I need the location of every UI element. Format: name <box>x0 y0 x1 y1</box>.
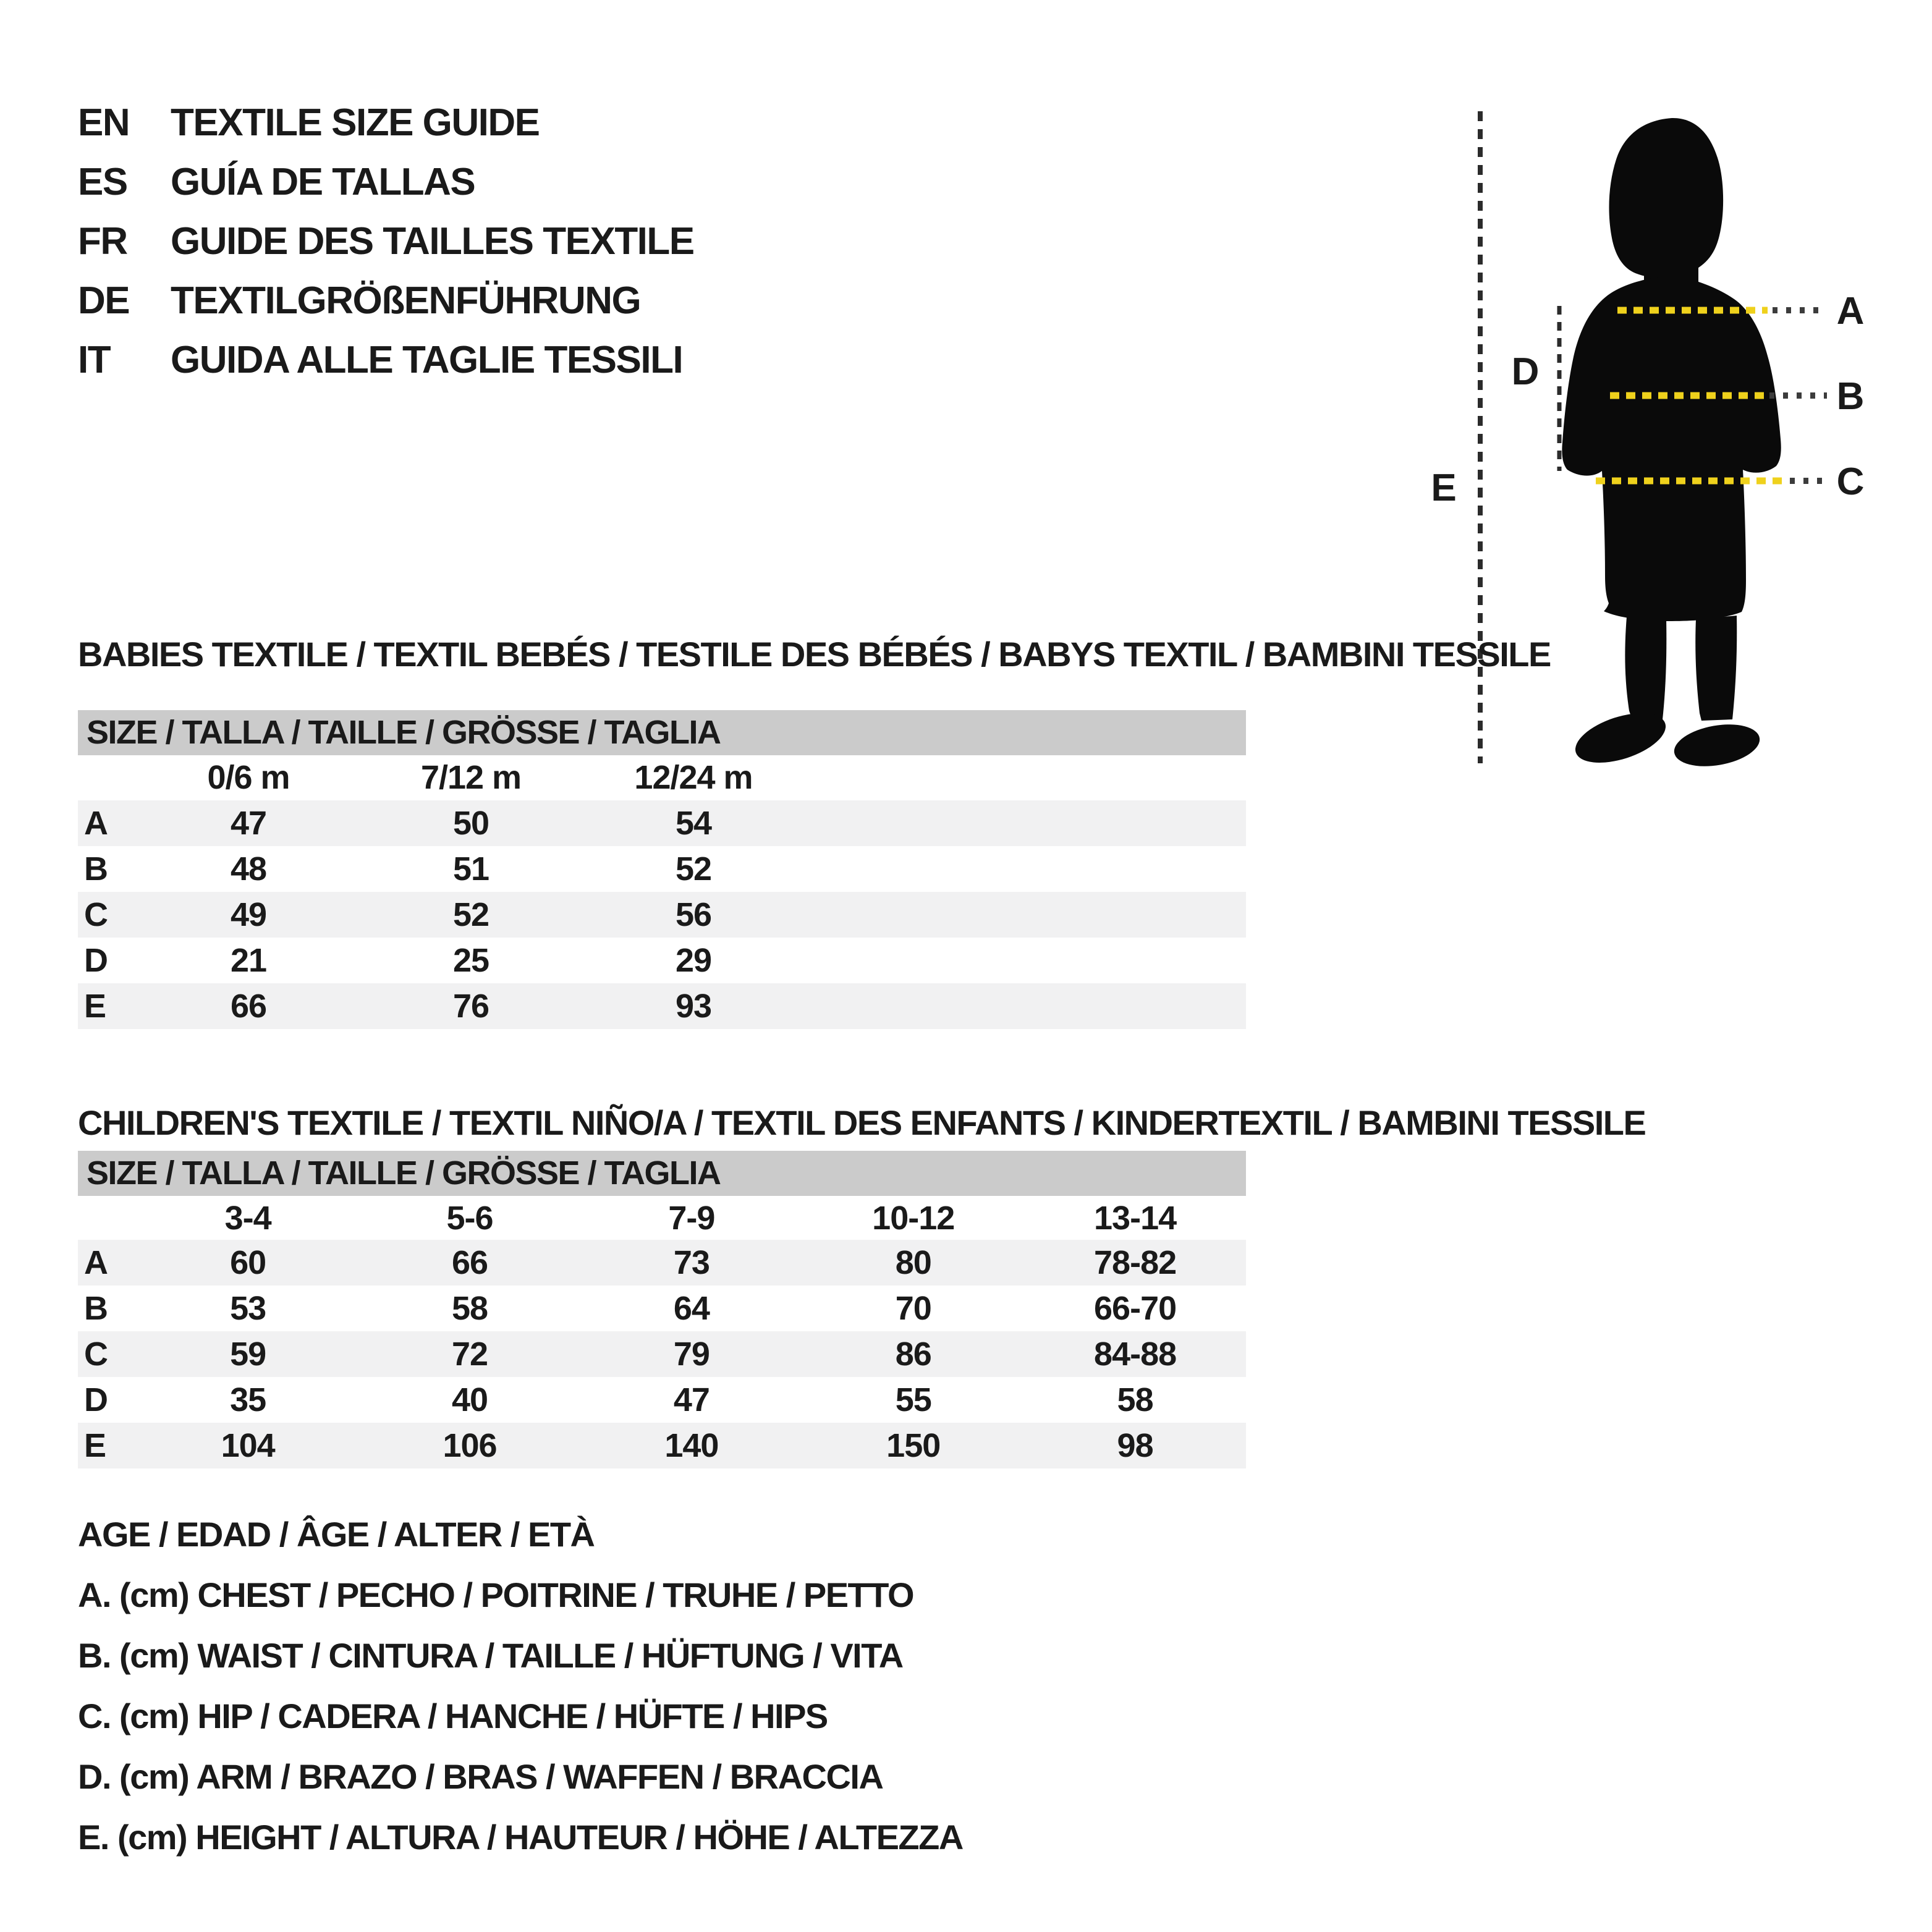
legend-line-waist: B. (cm) WAIST / CINTURA / TAILLE / HÜFTUNG / VITA <box>78 1636 903 1675</box>
column-header: 5-6 <box>446 1200 493 1237</box>
legend-line-age: AGE / EDAD / ÂGE / ALTER / ETÀ <box>78 1515 595 1554</box>
cell: 84-88 <box>1094 1336 1177 1373</box>
legend-line-height: E. (cm) HEIGHT / ALTURA / HAUTEUR / HÖHE / ALTEZZA <box>78 1818 963 1857</box>
cell: 47 <box>673 1381 710 1418</box>
babies-column-header-row <box>78 755 1246 800</box>
cell: 35 <box>230 1381 266 1418</box>
cell: 48 <box>230 850 267 888</box>
measurement-legend <box>78 1504 963 1868</box>
children-size-header-bar: SIZE / TALLA / TAILLE / GRÖSSE / TAGLIA <box>78 1151 1246 1196</box>
height-label-e: E <box>1431 467 1457 509</box>
language-row <box>78 271 694 330</box>
hip-label-c: C <box>1836 460 1865 503</box>
language-code: IT <box>78 338 111 381</box>
legend-line-arm: D. (cm) ARM / BRAZO / BRAS / WAFFEN / BRACCIA <box>78 1757 883 1796</box>
cell: 106 <box>443 1427 497 1464</box>
column-header: 13-14 <box>1094 1200 1177 1237</box>
row-label: C <box>84 1336 108 1373</box>
table-row <box>78 983 1246 1029</box>
cell: 29 <box>675 942 712 979</box>
cell: 93 <box>675 988 712 1025</box>
table-row <box>78 1423 1246 1468</box>
chest-label-a: A <box>1836 290 1865 333</box>
cell: 49 <box>230 896 267 933</box>
cell: 54 <box>675 805 712 842</box>
column-header: 7-9 <box>668 1200 715 1237</box>
cell: 150 <box>886 1427 941 1464</box>
babies-section-title: BABIES TEXTILE / TEXTIL BEBÉS / TESTILE DES BÉBÉS / BABYS TEXTIL / BAMBINI TESSILE <box>78 635 1551 674</box>
cell: 72 <box>451 1336 488 1373</box>
children-table-body <box>78 1240 1246 1468</box>
language-title: GUIDA ALLE TAGLIE TESSILI <box>171 338 683 381</box>
table-row <box>78 892 1246 938</box>
language-row <box>78 152 694 211</box>
language-code: DE <box>78 279 130 322</box>
row-label: E <box>84 1427 106 1464</box>
cell: 66-70 <box>1094 1290 1177 1327</box>
table-row <box>78 1331 1246 1377</box>
cell: 58 <box>451 1290 488 1327</box>
children-column-header-row <box>78 1196 1246 1241</box>
cell: 140 <box>664 1427 719 1464</box>
cell: 104 <box>221 1427 275 1464</box>
language-row <box>78 211 694 271</box>
cell: 53 <box>230 1290 266 1327</box>
cell: 98 <box>1117 1427 1153 1464</box>
row-label: E <box>84 988 106 1025</box>
column-header: 7/12 m <box>420 759 522 796</box>
cell: 47 <box>230 805 267 842</box>
table-row <box>78 1240 1246 1286</box>
cell: 64 <box>673 1290 710 1327</box>
cell: 66 <box>230 988 267 1025</box>
row-label: A <box>84 1244 108 1281</box>
cell: 56 <box>675 896 712 933</box>
language-title: GUIDE DES TAILLES TEXTILE <box>171 219 694 263</box>
cell: 80 <box>895 1244 931 1281</box>
cell: 58 <box>1117 1381 1153 1418</box>
table-row <box>78 938 1246 983</box>
row-label: C <box>84 896 108 933</box>
cell: 50 <box>452 805 489 842</box>
row-label: D <box>84 1381 108 1418</box>
cell: 70 <box>895 1290 931 1327</box>
cell: 52 <box>452 896 489 933</box>
cell: 25 <box>452 942 489 979</box>
babies-size-header-bar: SIZE / TALLA / TAILLE / GRÖSSE / TAGLIA <box>78 710 1246 755</box>
cell: 52 <box>675 850 712 888</box>
legend-line-hip: C. (cm) HIP / CADERA / HANCHE / HÜFTE / HIPS <box>78 1697 828 1735</box>
language-row <box>78 330 694 389</box>
cell: 66 <box>451 1244 488 1281</box>
language-title: GUÍA DE TALLAS <box>171 160 475 203</box>
cell: 51 <box>452 850 489 888</box>
column-header: 0/6 m <box>207 759 290 796</box>
cell: 40 <box>451 1381 488 1418</box>
column-header: 10-12 <box>872 1200 955 1237</box>
cell: 78-82 <box>1094 1244 1177 1281</box>
language-code: ES <box>78 160 127 203</box>
babies-table-body <box>78 800 1246 1029</box>
column-header-spacer <box>78 755 137 800</box>
cell: 76 <box>452 988 489 1025</box>
row-label: B <box>84 850 108 888</box>
child-silhouette-icon <box>1562 118 1781 773</box>
cell: 60 <box>230 1244 266 1281</box>
language-title: TEXTILGRÖßENFÜHRUNG <box>171 279 641 322</box>
language-row <box>78 93 694 152</box>
legend-line-chest: A. (cm) CHEST / PECHO / POITRINE / TRUHE / PETTO <box>78 1575 914 1614</box>
cell: 59 <box>230 1336 266 1373</box>
language-code: EN <box>78 101 130 144</box>
language-title: TEXTILE SIZE GUIDE <box>171 101 540 144</box>
cell: 73 <box>673 1244 710 1281</box>
cell: 86 <box>895 1336 931 1373</box>
children-section-title: CHILDREN'S TEXTILE / TEXTIL NIÑO/A / TEXTIL DES ENFANTS / KINDERTEXTIL / BAMBINI TESSILE <box>78 1103 1646 1142</box>
column-header: 3-4 <box>224 1200 271 1237</box>
table-row <box>78 846 1246 892</box>
language-title-block <box>78 93 694 389</box>
column-header: 12/24 m <box>634 759 753 796</box>
row-label: B <box>84 1290 108 1327</box>
column-header-spacer <box>78 1196 137 1241</box>
table-row <box>78 800 1246 846</box>
arm-label-d: D <box>1511 350 1540 393</box>
table-row <box>78 1377 1246 1423</box>
table-row <box>78 1286 1246 1331</box>
row-label: A <box>84 805 108 842</box>
cell: 55 <box>895 1381 931 1418</box>
cell: 79 <box>673 1336 710 1373</box>
cell: 21 <box>230 942 267 979</box>
language-code: FR <box>78 219 127 263</box>
row-label: D <box>84 942 108 979</box>
waist-label-b: B <box>1836 375 1865 418</box>
